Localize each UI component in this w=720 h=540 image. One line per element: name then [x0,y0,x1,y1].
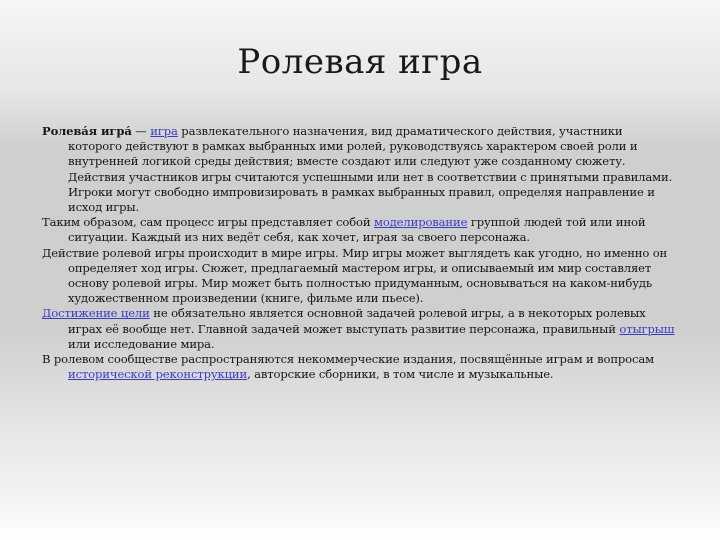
term-heading: Ролева́я игра́ [42,124,132,138]
community-text-after: , авторские сборники, в том числе и музыкальные. [247,367,554,382]
goals-text-middle: не обязательно является основной задачей ролевой игры, а в некоторых ролевых играх её вообще нет. Главной задачей может выступать развитие персонажа, правильный [68,306,646,336]
definition-text: развлекательного назначения, вид драматического действия, участники которого действуют в рамках выбранных ими ролей, руководствуясь характером своей роли и внутренней логикой среды действия; вместе создают или следуют уже созданному сюжету. Действия участников игры считаются успешными или нет в соответствии с принятыми правилами. Игроки могут свободно импровизировать в рамках выбранных правил, определяя направление и исход игры. [68,124,673,215]
paragraph-community [42,352,678,382]
paragraph-modeling [42,215,678,245]
goals-text-end: или исследование мира. [68,336,215,351]
paragraph-goals [42,306,678,352]
definition-dash: — [131,124,151,138]
paragraph-definition [42,124,678,215]
link-igra[interactable]: игра [150,124,178,138]
article-body [42,124,678,382]
page-title: Ролевая игра [237,42,483,82]
link-dostizhenie-celi[interactable]: Достижение цели [42,306,150,321]
link-istoricheskaya-rekonstrukciya[interactable]: исторической реконструкции [68,367,248,382]
community-text-before: В ролевом сообществе распространяются некоммерческие издания, посвящённые играм и вопросам [42,352,654,367]
paragraph-game-world [42,246,678,307]
modeling-text-after: группой людей той или иной ситуации. Каждый из них ведёт себя, как хочет, играя за своего персонажа. [68,215,646,245]
link-otygrysh[interactable]: отыгрыш [619,321,675,336]
game-world-text: Действие ролевой игры происходит в мире игры. Мир игры может выглядеть как угодно, но именно он определяет ход игры. Сюжет, предлагаемый мастером игры, и описываемый им мир составляет основу ролевой игры. Мир может быть полностью придуманным, основываться на каком-нибудь художественном произведении (книге, фильме или пьесе). [42,245,668,306]
link-modelirovanie[interactable]: моделирование [374,215,468,230]
modeling-text-before: Таким образом, сам процесс игры представляет собой [42,215,374,230]
